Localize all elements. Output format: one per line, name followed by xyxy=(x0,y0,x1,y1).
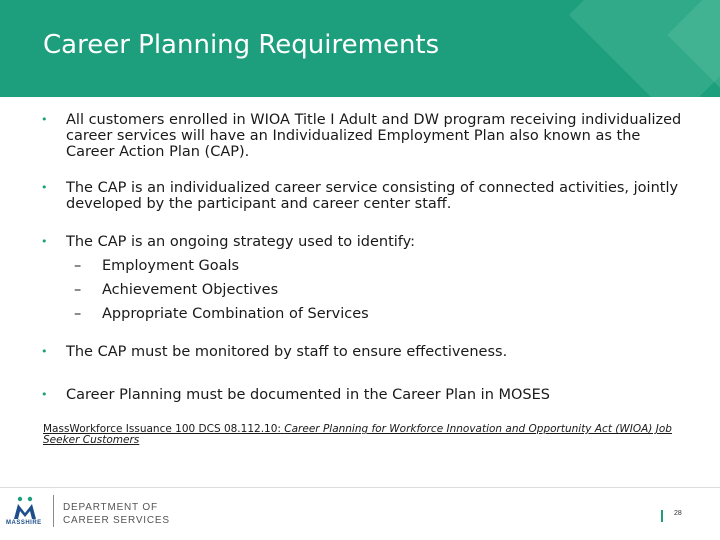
page-number: 28 xyxy=(674,510,682,517)
sub-bullet-text: Employment Goals xyxy=(102,258,240,274)
bullet-item xyxy=(40,180,690,212)
bullet-icon: • xyxy=(41,235,48,248)
bullet-icon: • xyxy=(41,181,48,194)
bullet-icon: • xyxy=(41,388,48,401)
sub-bullet-item xyxy=(40,254,690,278)
department-name-line1: DEPARTMENT OF xyxy=(63,502,158,513)
reference-id: MassWorkforce Issuance 100 DCS 08.112.10: xyxy=(43,423,281,435)
bullet-text: The CAP is an ongoing strategy used to identify: xyxy=(66,234,416,250)
sub-bullet-item xyxy=(40,278,690,302)
bullet-item xyxy=(40,112,690,160)
dash-icon: – xyxy=(74,306,82,322)
bullet-item xyxy=(40,387,690,403)
title-banner xyxy=(0,0,720,97)
bullet-item xyxy=(40,344,690,360)
bullet-icon: • xyxy=(41,113,48,126)
reference-link[interactable] xyxy=(43,424,693,446)
reference-title: Career Planning for Workforce Innovation and Opportunity Act (WIOA) Job Seeker Customers xyxy=(43,423,672,446)
bullet-text: Career Planning must be documented in the Career Plan in MOSES xyxy=(66,387,551,403)
dash-icon: – xyxy=(74,258,82,274)
page-number-divider xyxy=(661,510,663,522)
dash-icon: – xyxy=(74,282,82,298)
bullet-text: All customers enrolled in WIOA Title I Adult and DW program receiving individualized career services will have an Individualized Employment Plan also known as the Career Action Plan (CAP). xyxy=(66,112,682,160)
bullet-icon: • xyxy=(41,345,48,358)
logo-wordmark: MASSHIRE xyxy=(6,520,42,526)
footer-divider xyxy=(0,487,720,488)
sub-bullet-text: Achievement Objectives xyxy=(102,282,279,298)
bullet-item xyxy=(40,234,690,250)
logo-divider xyxy=(53,495,54,527)
sub-bullet-item xyxy=(40,302,690,326)
slide-body xyxy=(40,112,690,403)
bullet-text: The CAP is an individualized career service consisting of connected activities, jointly developed by the participant and career center staff. xyxy=(66,180,679,212)
slide-title: Career Planning Requirements xyxy=(43,30,440,60)
bullet-text: The CAP must be monitored by staff to ensure effectiveness. xyxy=(66,344,508,360)
sub-bullet-text: Appropriate Combination of Services xyxy=(102,306,369,322)
department-name-line2: CAREER SERVICES xyxy=(63,515,170,526)
